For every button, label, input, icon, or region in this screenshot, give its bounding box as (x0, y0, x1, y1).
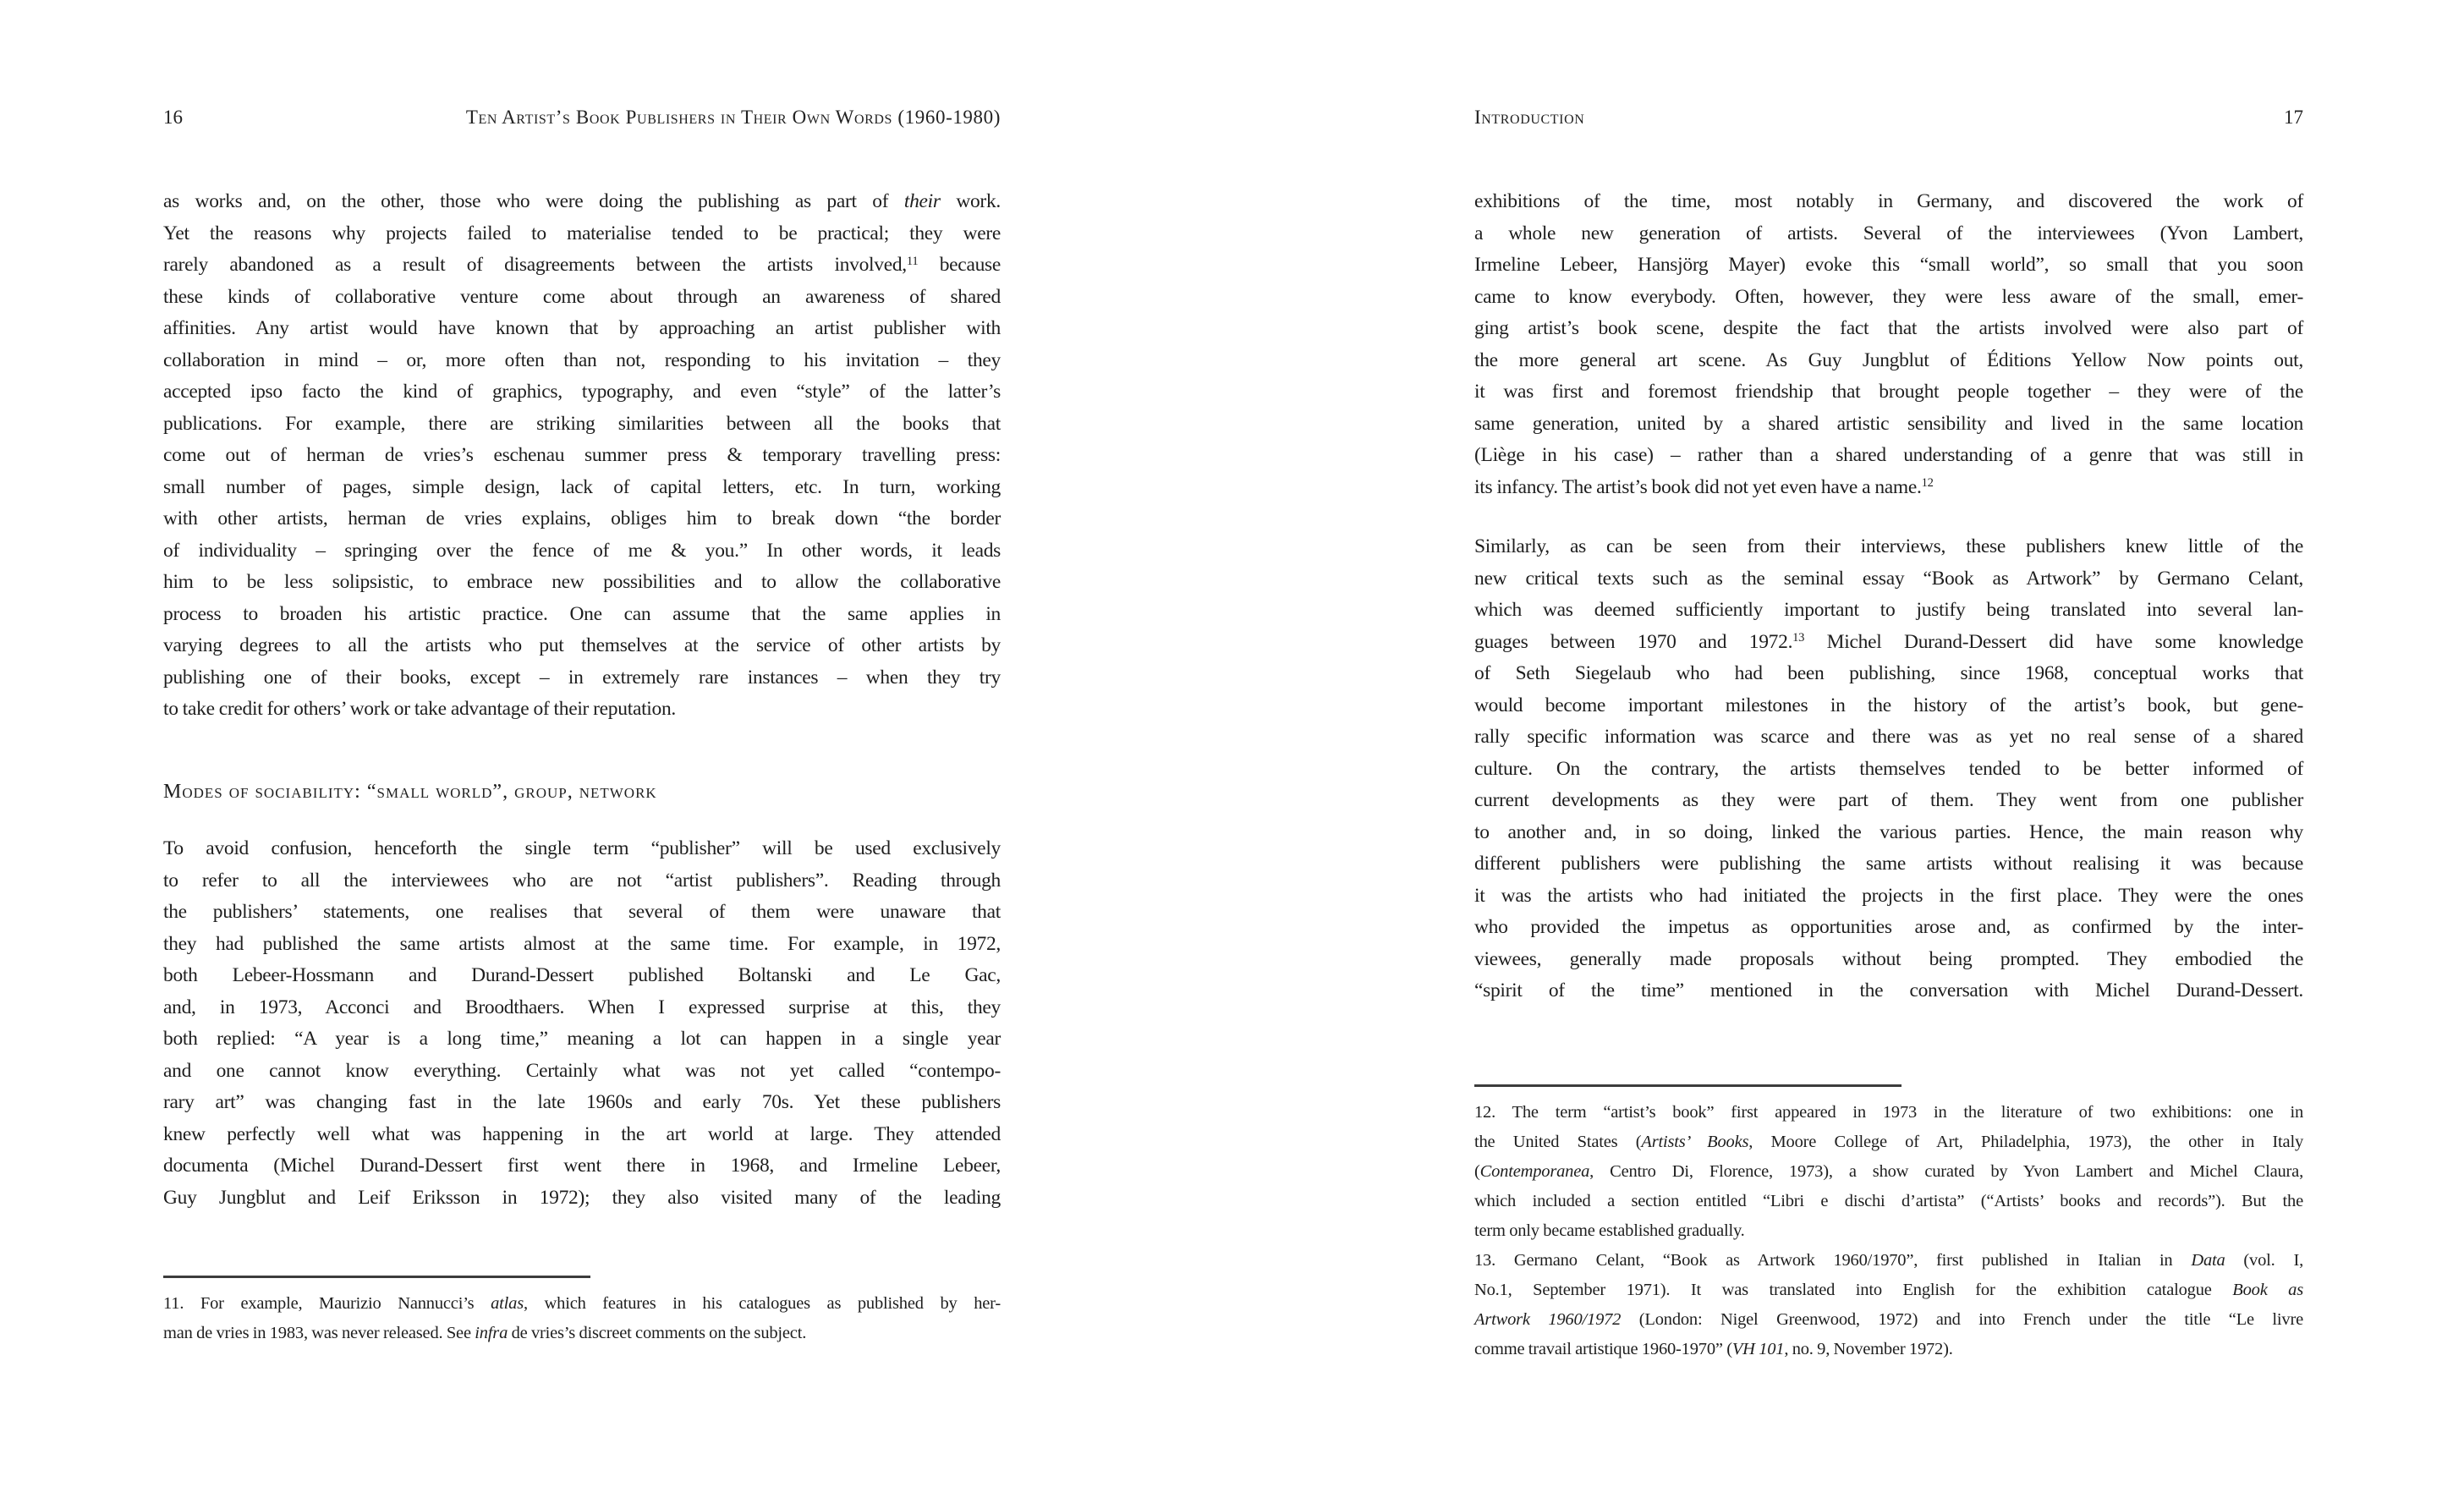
footnote-11 (163, 1289, 1001, 1348)
text-segment: No.1, September 1971). It was translated into English for the exhibition catalogue (1474, 1281, 2233, 1299)
footnote-rule-right (1474, 1084, 1902, 1087)
text-line (1474, 627, 2303, 659)
text-segment: guages between 1970 and 1972. (1474, 630, 1793, 653)
text-segment: comme travail artistique 1960-1970” ( (1474, 1340, 1732, 1358)
text-line (1474, 690, 2303, 722)
text-segment: viewees, generally made proposals without being prompted. They embodied the (1474, 947, 2303, 970)
page-header-left (163, 105, 1001, 130)
footnote-marker: 13 (1792, 631, 1805, 645)
text-segment: work. (940, 190, 1001, 212)
page-left (163, 0, 1001, 1498)
text-line (1474, 881, 2303, 913)
text-line (163, 313, 1001, 345)
text-segment: , no. 9, November 1972). (1784, 1340, 1953, 1358)
text-segment: their (903, 190, 941, 212)
footnotes-left (163, 1289, 1001, 1348)
text-segment: the publishers’ statements, one realises that several of them were unaware that (163, 901, 1001, 923)
page-right (1474, 0, 2303, 1498)
page-number-right: 17 (2284, 107, 2303, 128)
text-line (163, 1289, 1001, 1319)
text-line (163, 599, 1001, 631)
text-line (163, 865, 1001, 897)
text-line (163, 1087, 1001, 1119)
text-line (1474, 817, 2303, 849)
text-line (1474, 282, 2303, 314)
text-line (1474, 1216, 2303, 1246)
footnote-rule-left (163, 1276, 590, 1278)
text-segment: Contemporanea (1479, 1162, 1590, 1181)
text-line (163, 186, 1001, 218)
text-segment: Guy Jungblut and Leif Eriksson in 1972); they also visited many of the leading (163, 1186, 1001, 1209)
text-segment: process to broaden his artistic practice. One can assume that the same applies in (163, 602, 1001, 625)
text-segment: , Centro Di, Florence, 1973), a show curated by Yvon Lambert and Michel Claura, (1589, 1162, 2303, 1181)
text-segment: varying degrees to all the artists who put themselves at the service of other artists by (163, 634, 1001, 656)
text-segment: to another and, in so doing, linked the various parties. Hence, the main reason why (1474, 820, 2303, 843)
text-segment: affinities. Any artist would have known that by approaching an artist publisher with (163, 317, 1001, 339)
text-segment: to refer to all the interviewees who are not “artist publishers”. Reading through (163, 869, 1001, 892)
text-segment: term only became established gradually. (1474, 1221, 1745, 1240)
text-segment: 13. Germano Celant, “Book as Artwork 1960/1970”, first published in Italian in (1474, 1251, 2192, 1270)
footnote-area-left (163, 1276, 1001, 1348)
text-segment: publications. For example, there are striking similarities between all the books that (163, 412, 1001, 435)
text-line (1474, 944, 2303, 976)
text-segment: rary art” was changing fast in the late 1960s and early 70s. Yet these publishers (163, 1091, 1001, 1113)
text-line (1474, 658, 2303, 690)
text-line (163, 630, 1001, 662)
text-segment: exhibitions of the time, most notably in Germany, and discovered the work of (1474, 190, 2303, 212)
text-segment: collaboration in mind – or, more often than not, responding to his invitation – they (163, 348, 1001, 371)
text-line (163, 472, 1001, 504)
footnote-area-right (1474, 1084, 2303, 1364)
text-segment: the United States ( (1474, 1133, 1642, 1151)
text-line (1474, 1187, 2303, 1216)
text-segment: of Seth Siegelaub who had been publishing, since 1968, conceptual works that (1474, 662, 2303, 684)
text-line (1474, 531, 2303, 563)
text-line (163, 409, 1001, 441)
text-line (163, 992, 1001, 1024)
text-segment: the more general art scene. As Guy Jungblut of Éditions Yellow Now points out, (1474, 348, 2303, 371)
text-line (1474, 848, 2303, 881)
running-header-left: Ten Artist’s Book Publishers in Their Own Words (1960-1980) (465, 107, 1001, 128)
footnote-13 (1474, 1246, 2303, 1364)
text-segment: small number of pages, simple design, lack of capital letters, etc. In turn, working (163, 475, 1001, 498)
text-segment: publishing one of their books, except – in extremely rare instances – when they try (163, 666, 1001, 689)
text-segment: ging artist’s book scene, despite the fact that the artists involved were also part of (1474, 317, 2303, 339)
text-line (163, 345, 1001, 377)
text-segment: it was the artists who had initiated the projects in the first place. They were the ones (1474, 884, 2303, 907)
text-segment: 12. The term “artist’s book” first appeared in 1973 in the literature of two exhibitions: one in (1474, 1103, 2303, 1122)
text-segment: Artwork 1960/1972 (1474, 1310, 1622, 1329)
footnotes-right (1474, 1098, 2303, 1364)
text-segment: (London: Nigel Greenwood, 1972) and into French under the title “Le livre (1621, 1310, 2303, 1329)
text-segment: infra (475, 1324, 508, 1342)
text-line (1474, 313, 2303, 345)
text-line (163, 960, 1001, 992)
text-segment: Artists’ Books (1641, 1133, 1749, 1151)
text-segment: Michel Durand-Dessert did have some knowledge (1804, 630, 2303, 653)
text-segment: (vol. I, (2225, 1251, 2303, 1270)
text-line (1474, 1335, 2303, 1364)
text-segment: as works and, on the other, those who were doing the publishing as part of (163, 190, 904, 212)
text-line (163, 218, 1001, 250)
text-line (1474, 409, 2303, 441)
text-segment: both Lebeer-Hossmann and Durand-Dessert published Boltanski and Le Gac, (163, 964, 1001, 986)
text-segment: man de vries in 1983, was never released. See (163, 1324, 475, 1342)
text-segment: VH 101 (1731, 1340, 1785, 1358)
text-segment: same generation, united by a shared artistic sensibility and lived in the same location (1474, 412, 2303, 435)
text-segment: which was deemed sufficiently important to justify being translated into several lan- (1474, 599, 2303, 621)
text-segment: current developments as they were part of them. They went from one publisher (1474, 789, 2303, 811)
text-segment: “spirit of the time” mentioned in the conversation with Michel Durand-Dessert. (1474, 979, 2303, 1001)
paragraph (163, 186, 1001, 726)
text-segment: different publishers were publishing the same artists without realising it was because (1474, 853, 2303, 875)
footnote-marker: 11 (906, 254, 919, 268)
text-line (1474, 754, 2303, 786)
footnote-12 (1474, 1098, 2303, 1246)
text-segment: (Liège in his case) – rather than a shared understanding of a genre that was still in (1474, 444, 2303, 466)
text-segment: Irmeline Lebeer, Hansjörg Mayer) evoke this “small world”, so small that you soon (1474, 254, 2303, 276)
text-line (163, 567, 1001, 599)
text-segment: atlas (491, 1294, 524, 1313)
text-line (163, 250, 1001, 282)
text-line (163, 1056, 1001, 1088)
text-line (163, 662, 1001, 694)
text-line (1474, 1246, 2303, 1276)
text-line (1474, 218, 2303, 250)
paragraph (1474, 531, 2303, 1007)
text-segment: accepted ipso facto the kind of graphics, typography, and even “style” of the latter’s (163, 381, 1001, 403)
text-segment: Book as (2232, 1281, 2304, 1299)
text-segment: knew perfectly well what was happening in the art world at large. They attended (163, 1122, 1001, 1145)
text-segment: , Moore College of Art, Philadelphia, 1973), the other in Italy (1748, 1133, 2303, 1151)
text-line (163, 1319, 1001, 1348)
text-segment: documenta (Michel Durand-Dessert first went there in 1968, and Irmeline Lebeer, (163, 1155, 1001, 1177)
text-line (1474, 785, 2303, 817)
text-line (1474, 722, 2303, 754)
text-line (163, 897, 1001, 929)
text-line (1474, 1098, 2303, 1128)
text-line (163, 929, 1001, 961)
text-segment: both replied: “A year is a long time,” meaning a lot can happen in a single year (163, 1028, 1001, 1050)
text-line (1474, 1305, 2303, 1335)
text-line (163, 440, 1001, 472)
page-header-right (1474, 105, 2303, 130)
text-line (163, 1150, 1001, 1182)
text-segment: rally specific information was scarce and there was as yet no real sense of a shared (1474, 726, 2303, 748)
text-segment: culture. On the contrary, the artists themselves tended to be better informed of (1474, 757, 2303, 780)
text-line (1474, 912, 2303, 944)
text-line (163, 694, 1001, 726)
text-line (1474, 345, 2303, 377)
text-line (1474, 376, 2303, 409)
text-segment: new critical texts such as the seminal essay “Book as Artwork” by Germano Celant, (1474, 567, 2303, 590)
page-number-left: 16 (163, 107, 183, 128)
text-line (1474, 472, 2303, 504)
text-segment: would become important milestones in the history of the artist’s book, but gene- (1474, 694, 2303, 716)
text-segment: de vries’s discreet comments on the subject. (508, 1324, 807, 1342)
text-segment: these kinds of collaborative venture come about through an awareness of shared (163, 285, 1001, 308)
text-line (163, 503, 1001, 535)
text-segment: they had published the same artists almost at the same time. For example, in 1972, (163, 932, 1001, 955)
text-segment: rarely abandoned as a result of disagreements between the artists involved, (163, 254, 907, 276)
text-line (1474, 186, 2303, 218)
text-line (163, 376, 1001, 409)
text-line (163, 1182, 1001, 1215)
text-line (163, 1119, 1001, 1151)
text-segment: , which features in his catalogues as published by her- (523, 1294, 1001, 1313)
text-segment: came to know everybody. Often, however, they were less aware of the small, emer- (1474, 285, 2303, 308)
body-text-left (163, 186, 1001, 1214)
text-segment: which included a section entitled “Libri e dischi d’artista” (“Artists’ books and records”). But the (1474, 1192, 2303, 1210)
text-segment: of individuality – springing over the fence of me & you.” In other words, it leads (163, 539, 1001, 562)
text-line (163, 833, 1001, 865)
text-segment: and, in 1973, Acconci and Broodthaers. When I expressed surprise at this, they (163, 996, 1001, 1018)
text-segment: because (918, 254, 1001, 276)
text-line (163, 535, 1001, 568)
text-line (1474, 1128, 2303, 1157)
text-segment: Data (2191, 1251, 2225, 1270)
text-segment: who provided the impetus as opportunities arose and, as confirmed by the inter- (1474, 916, 2303, 938)
footnote-marker: 12 (1921, 476, 1934, 491)
text-segment: its infancy. The artist’s book did not yet even have a name. (1474, 475, 1922, 498)
text-segment: Similarly, as can be seen from their interviews, these publishers knew little of the (1474, 535, 2303, 557)
text-segment: Yet the reasons why projects failed to materialise tended to be practical; they were (163, 222, 1001, 244)
text-segment: To avoid confusion, henceforth the single term “publisher” will be used exclusively (163, 837, 1001, 859)
text-line (163, 282, 1001, 314)
running-header-right: Introduction (1474, 107, 1585, 128)
text-segment: come out of herman de vries’s eschenau summer press & temporary travelling press: (163, 444, 1001, 466)
text-segment: it was first and foremost friendship that brought people together – they were of the (1474, 381, 2303, 403)
text-line (1474, 975, 2303, 1007)
paragraph (163, 833, 1001, 1214)
section-heading: Modes of sociability: “small world”, group, network (163, 780, 657, 803)
text-segment: ( (1474, 1162, 1480, 1181)
text-line (1474, 250, 2303, 282)
text-segment: to take credit for others’ work or take advantage of their reputation. (163, 698, 677, 720)
text-line (163, 1023, 1001, 1056)
text-line (1474, 1276, 2303, 1305)
text-line (1474, 440, 2303, 472)
text-line (1474, 563, 2303, 595)
paragraph (1474, 186, 2303, 503)
text-segment: 11. For example, Maurizio Nannucci’s (163, 1294, 491, 1313)
text-segment: him to be less solipsistic, to embrace new possibilities and to allow the collaborative (163, 571, 1001, 593)
text-line (1474, 1157, 2303, 1187)
text-segment: and one cannot know everything. Certainly what was not yet called “contempo- (163, 1059, 1001, 1082)
text-segment: a whole new generation of artists. Several of the interviewees (Yvon Lambert, (1474, 222, 2303, 244)
text-line (1474, 595, 2303, 627)
body-text-right (1474, 186, 2303, 1007)
text-segment: with other artists, herman de vries explains, obliges him to break down “the border (163, 508, 1001, 530)
